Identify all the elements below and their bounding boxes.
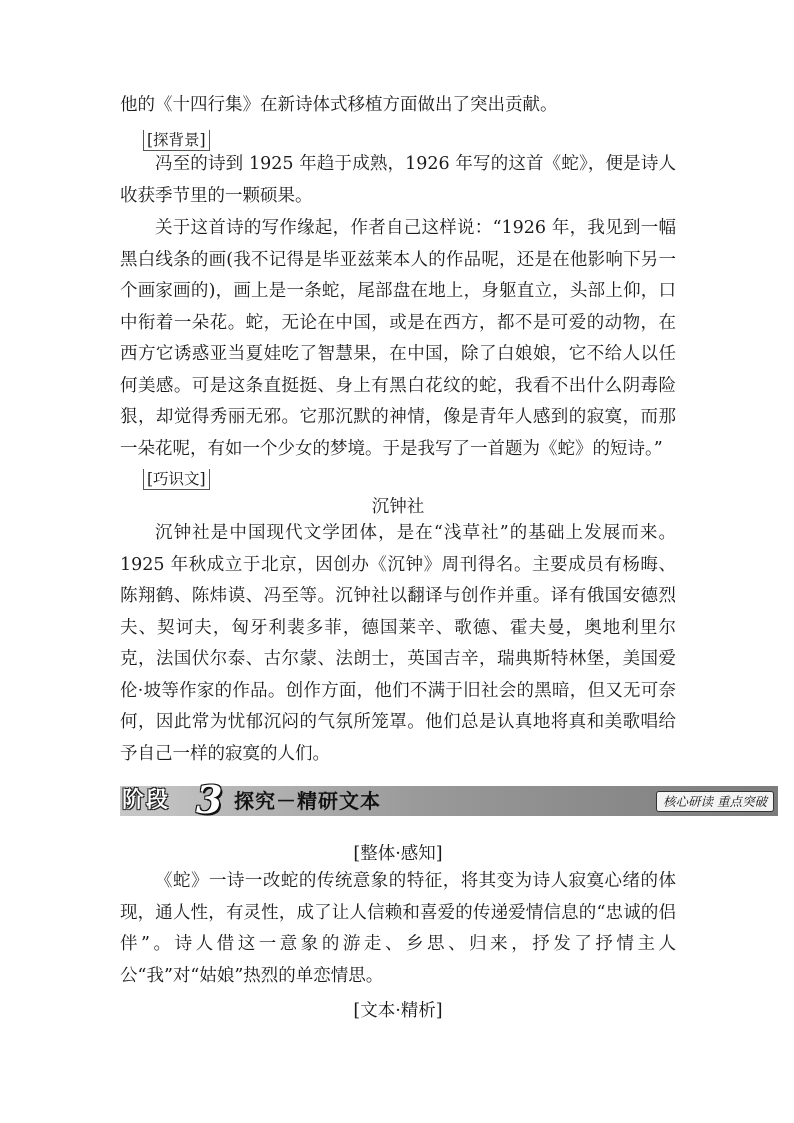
analysis-heading: [文本·精析] [353, 1001, 443, 1021]
stage-title: 探究－精研文本 [234, 789, 381, 813]
knowledge-title: 沉钟社 [371, 497, 425, 517]
knowledge-tag: [巧识文] [143, 469, 210, 490]
stage-badge: 核心研读 重点突破 [656, 791, 774, 812]
stage-number: 3 [196, 777, 223, 822]
stage-label: 阶段 [122, 788, 171, 813]
knowledge-para: 沉钟社是中国现代文学团体，是在“浅草社”的基础上发展而来。1925 年秋成立于北京，因创办《沉钟》周刊得名。主要成员有杨晦、陈翔鹤、陈炜谟、冯至等。沉钟社以翻译与创作并重。译有俄国安德烈夫、契诃夫，匈牙利裴多菲，德国莱辛、歌德、霍夫曼，奥地利里尔克，法国伏尔泰、古尔蒙、法朗士，英国吉辛，瑞典斯特林堡，美国爱伦·坡等作家的作品。创作方面，他们不满于旧社会的黑暗，但又无可奈何，因此常为忧郁沉闷的气氛所笼罩。他们总是认真地将真和美歌唱给予自己一样的寂寞的人们。 [120, 523, 676, 764]
stage-banner [120, 777, 778, 822]
intro-line: 他的《十四行集》在新诗体式移植方面做出了突出贡献。 [120, 95, 558, 115]
overall-para: 《蛇》一诗一改蛇的传统意象的特征，将其变为诗人寂寞心绪的体现，通人性，有灵性，成了让人信赖和喜爱的传递爱情信息的“忠诚的侣伴”。诗人借这一意象的游走、乡思、归来，抒发了抒情主人公“我”对“姑娘”热烈的单恋情思。 [120, 871, 676, 986]
overall-heading: [整体·感知] [353, 844, 443, 864]
background-para-1: 冯至的诗到 1925 年趋于成熟，1926 年写的这首《蛇》，便是诗人收获季节里的一颗硕果。 [120, 154, 676, 206]
background-para-2: 关于这首诗的写作缘起，作者自己这样说：“1926 年，我见到一幅黑白线条的画(我不记得是毕亚兹莱本人的作品呢，还是在他影响下另一个画家画的)，画上是一条蛇，尾部盘在地上，身躯直立，头部上仰，口中衔着一朵花。蛇，无论在中国，或是在西方，都不是可爱的动物，在西方它诱惑亚当夏娃吃了智慧果，在中国，除了白娘娘，它不给人以任何美感。可是这条直挺挺、身上有黑白花纹的蛇，我看不出什么阴毒险狠，却觉得秀丽无邪。它那沉默的神情，像是青年人感到的寂寞，而那一朵花呢，有如一个少女的梦境。于是我写了一首题为《蛇》的短诗。” [120, 218, 676, 459]
background-tag: [探背景] [143, 130, 210, 151]
